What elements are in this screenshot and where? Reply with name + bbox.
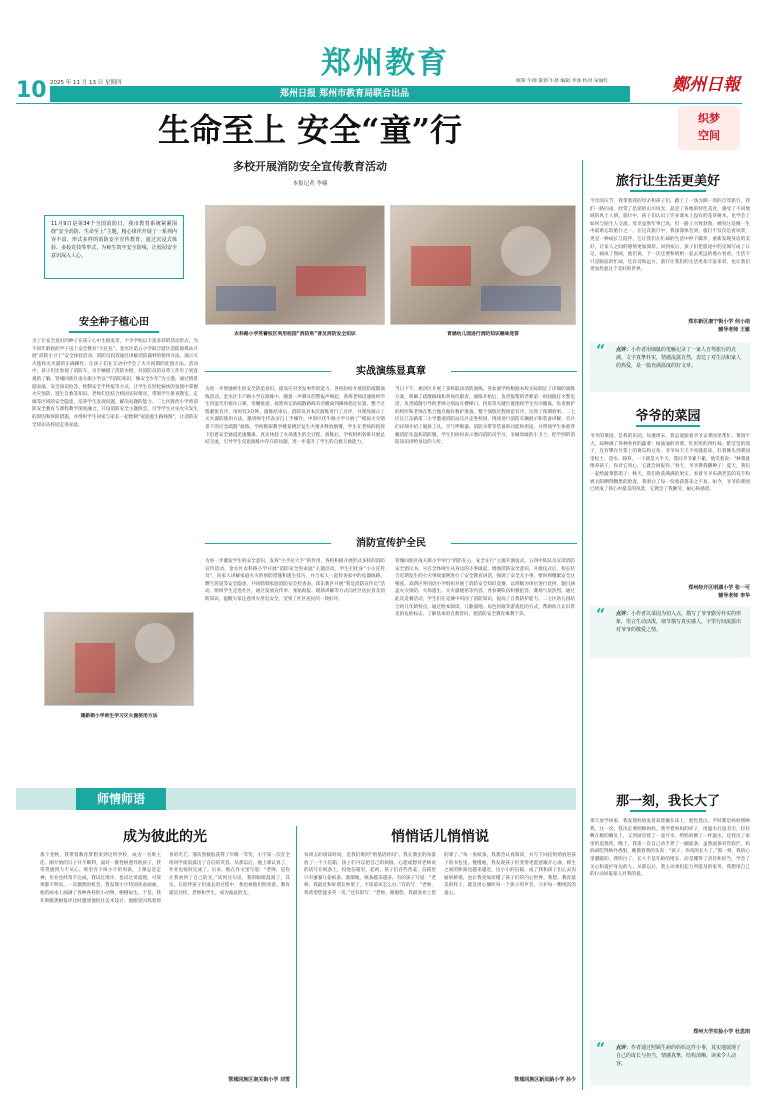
story2-comment-label: 点评： [616, 611, 632, 617]
bottom-story1-byline: 管城回族区南关街小学 刘雪 [228, 1077, 290, 1083]
column-tag-line2: 空间 [698, 129, 720, 142]
quote-icon: “ [596, 606, 606, 624]
main-headline: 生命至上 安全“童”行 [158, 111, 462, 149]
section2-heading [205, 364, 577, 380]
section1-title: 安全种子植心田 [79, 317, 149, 328]
story2-comment [590, 606, 750, 658]
bottom-story1-body: 那个金秋，我带着教育梦想来到这所学校，成为一名班主任。刚开始的日子并不顺利，面对一群性格迥异的孩子，我常常感到力不从心。班里有个叫小宇的男孩，上课总是走神，作业也经常不完成。我试过批评，也试过讲道理，可效果都不明显。一次偶然的机会，我发现小宇特别喜欢画画，他的画本上画满了各种各样的小动物，栩栩如生。于是，我在班级黑板报评比时邀请他担任美术设计，他眼里闪烁着惊喜的光芒。那次黑板报获得了年级一等奖，小宇第一次在全班同学面前露出了自信的笑容。从那以后，他上课认真了，作业也按时完成了。后来，他在作文里写道：“老师，是你让我看到了自己的光。”读到这句话，我的眼眶湿润了。其实，在陪伴孩子们成长的过程中，我也被他们照亮着。教育就是这样，老师和学生，成为彼此的光。 [40, 853, 290, 904]
bottom-story1-title: 成为彼此的光 [123, 829, 207, 845]
section2-body-col1: 为进一步增强师生的安全防范意识，提高应对突发事件的能力，各校纷纷开展消防疏散演练活动。金水区丰产路小学在演练中，随着一声刺耳的警报声响起，各班老师迅速组织学生用湿毛巾捂住口鼻，弯腰低姿，按照预定的疏散路线有序撤离到操场指定位置。整个过程紧张有序，用时仅3分钟。演练结束后，消防员对本次演练进行了点评，并现场演示了灭火器的使用方法，邀请师生代表亲自上手操作。中原区伏牛路小学开展了“模拟火灾情景下的应急疏散”演练，学校模拟教学楼某楼层发生火情并释放烟雾，学生在老师的指挥下沿着安全通道迅速撤离，真实体验了火场逃生的全过程。演练后，学校组织各班开展总结交流，引导学生反思演练中存在的问题，进一步提升了学生的自救互救能力。 [205, 387, 385, 446]
section3-body-col1: 为进一步激发学生的安全意识，发挥“小手拉大手”的作用，各校积极开展形式多样的消防宣传活动。金水区农科路小学开展“消防安全进家庭”主题活动，学生们化身“小小宣传员”，向家人讲解家庭火灾的预防措施和逃生技巧，并与家人一起检查家中的电器线路、燃气管道等安全隐患，共同绘制家庭消防安全检查表。郑东新区开展“我是消防宣传员”活动，组织学生走进社区，通过发放宣传单、张贴海报、现场讲解等方式向社区居民普及消防知识，提醒大家注意用火用电安全，受到了社区居民的一致好评。 [205, 559, 385, 602]
section-name: 郑州教育 [321, 46, 449, 81]
bottom-banner-label: 师情师语 [76, 788, 166, 810]
quote-icon: “ [596, 342, 606, 360]
issue-date: 2025 年 11 月 13 日 星期四 [50, 80, 122, 86]
story2-underline [636, 425, 700, 427]
photo-kindergarten-quiz [390, 205, 576, 325]
newspaper-logo: 鄭州日報 [672, 75, 740, 95]
page-number: 10 [16, 78, 47, 103]
bottom-divider [296, 826, 297, 1088]
story3-comment [590, 1040, 750, 1086]
section2-body-col2: 当日下午，惠济区开展了多校联动消防演练。各参演学校根据本校实际制定了详细的演练方案，明确了疏散路线和各岗位职责。演练开始后，负责报警的老师第一时间拨打火警电话，负责疏散引导的老师分别站在楼梯口、拐角等关键位置指挥学生有序撤离，负责救护的校医和老师在集合地点做好救护准备。整个演练过程规范有序，达到了预期效果。二七区长江东路第二小学邀请消防站官兵走进校园，现场进行消防车辆展示和装备讲解，官兵们详细介绍了破拆工具、空气呼吸器、消防水带等装备的功能和用途，并带领学生体验穿戴消防头盔和消防服，学生们纷纷表示要向消防员学习，争做勇敢的小卫士，把学到的消防知识讲给身边的人听。 [395, 387, 575, 446]
editor-bar: 郑州日报 郑州市教育局联合出品 [50, 86, 630, 102]
bottom-story2-byline: 管城回族区新民路小学 孙少 [514, 1077, 576, 1083]
story3-underline [630, 810, 706, 812]
story3-comment-text: 作者通过照顾生病的妈妈这件小事，真实地展现了自己的成长与担当，情感真挚，结构清晰，读来令人动容。 [616, 1045, 742, 1067]
bottom-banner [16, 788, 576, 810]
bottom-story2-body: 每周五的晨读时间，是我们班的“悄悄话时间”。我在教室的角落放了一个小信箱，孩子们可以把自己的烦恼、心愿或想对老师说的话写在纸条上，投进信箱里。起初，孩子们有些害羞，信箱里只有寥寥几张纸条。渐渐地，纸条越来越多。有的孩子写道：“老师，我最近和好朋友吵架了，不知道该怎么办。”有的写：“老师，我希望您能多笑一笑。”还有的写：“老师，谢谢您，我最喜欢上您的课了。”每一张纸条，我都会认真阅读，并写下回信悄悄放进孩子的书包里。慢慢地，我发现孩子们变得更愿意敞开心扉，师生之间的距离也越来越近。这小小的信箱，成了我和孩子们心灵沟通的桥梁，也让我更加读懂了孩子们的内心世界。我想，教育最美的样子，就是用心倾听每一个孩子的声音，守护每一颗纯真的童心。 [304, 853, 576, 896]
right-column-divider [582, 160, 583, 1090]
story1-comment-label: 点评： [616, 347, 632, 353]
reporter: 本报记者 李楠 [292, 181, 328, 187]
story2-byline: 郑州经开区明湖小学 张一可 辅导老师 李华 [688, 585, 750, 599]
story2-body: 爷爷的菜园，是我的乐园。每逢周末，我总爱跟着爷爷去菜园里帮忙。菜园不大，却种满了各种各样的蔬菜：绿油油的青菜、红彤彤的西红柿、紫莹莹的茄子，还有攀在竹架上的黄瓜和豆角。爷爷每天天不亮就起床，扛着锄头到菜园里松土、浇水、除草，一干就是大半天。我问爷爷累不累，他笑着说：“种菜就像养孩子，你对它用心，它就会回报你。”春天，爷爷教我撒种子；夏天，我们一起给蔬菜搭架子；秋天，我们收获满满的果实。看着爷爷布满老茧的双手和被太阳晒得黝黑的脸庞，我明白了每一份收获都来之不易。如今，爷爷的菜园已经成了我心中最美的风景，它教会了我勤劳、耐心和感恩。 [590, 434, 750, 493]
bottom-story2-title: 悄悄话儿悄悄说 [391, 829, 489, 845]
photo-extinguisher-training [44, 612, 194, 706]
photo3-caption: 建新街小学师生学习灭火器使用方法 [80, 714, 158, 719]
story1-comment [590, 342, 750, 392]
story1-body: 今年国庆节，我带着我的母亲和孩子们，踏上了一场为期一周的自驾旅行。我们一路向南，欣赏了沿途的山川风光，品尝了各地的特色美食，感受了不同地域的风土人情。旅行中，孩子们认识了许多课本上没有的花草树木，也学会了如何与陌生人交流。母亲虽然年事已高，但一路上兴致勃勃，她说这是她一生中最难忘的旅行之一。在这次旅行中，我深深体会到，旅行不仅仅是看风景，更是一种成长与陪伴。它让我们在忙碌的生活中停下脚步，重新发现身边的美好，让家人之间的感情更加深厚。回到家后，孩子们把旅途中的见闻写成了日记，画成了图画，他们说，下一次还要和奶奶一起去更远的地方看看。生活不只是眼前的忙碌，还有诗和远方，旅行让我们的生活更加丰富多彩，也让我们更加热爱这个美好的世界。 [590, 199, 750, 273]
section3-body-col2: 管城回族区南关街小学举行“消防在心，安全在行”主题升旗仪式，五四中队队员宣读消防安全倡议书，号召全体师生从身边的小事做起，增强消防安全意识。升旗仪式后，校长结合近期发生的火灾事故案例进行了安全教育讲话，强调了安全无小事，要时刻绷紧安全这根弦。高新区外国语小学组织开展了消防安全知识竞赛，以班级为单位进行比拼，题目涵盖火灾预防、火场逃生、灭火器使用等内容，各参赛队伍积极抢答，赛场气氛热烈。通过此次竞赛活动，学生们在竞赛中巩固了消防知识，提高了自我防护能力。二七区幼儿园结合幼儿年龄特点，通过绘本阅读、儿歌演唱、角色扮演等游戏化的方式，帮助幼儿认识常见的危险标志，了解基本的自救常识，使消防安全教育寓教于乐。 [395, 559, 575, 618]
section3-title: 消防宣传护全民 [331, 536, 451, 551]
story1-byline: 郑东新区康宁街小学 何小雨 辅导老师 王敏 [688, 319, 750, 333]
lead-box [44, 215, 184, 279]
story3-title: 那一刻，我长大了 [615, 794, 720, 809]
photo2-caption: 育涵幼儿园进行消防知识趣味竞答 [447, 332, 519, 337]
quote-icon: “ [596, 1040, 606, 1058]
photo-fire-corner [205, 205, 385, 325]
masthead-rule [16, 103, 742, 104]
story3-comment-label: 点评： [616, 1045, 632, 1051]
section2-title: 实战演练显真章 [331, 364, 451, 379]
section1-underline [69, 331, 159, 333]
story1-title: 旅行让生活更美好 [615, 174, 720, 189]
story2-comment-text: 小作者以菜园为切入点，描写了爷爷勤劳朴实的形象，语言生动活泼，细节描写真实感人，字里行间流露出对爷爷的敬爱之情。 [616, 611, 742, 633]
lead-text: 11月9日是第34个全国消防日，我市教育系统紧紧围绕“安全消防、生命至上”主题，精心组织开展了一系列内容丰富、形式多样的消防安全宣传教育，通过沉浸式体验、多校竞技等形式，为师生筑牢安全防线，让校园安全意识深入人心。 [51, 221, 177, 259]
staff-line: 统筹 牛帅 策划 牛晨 编辑 李睿 校对 宋丽红 [516, 79, 609, 84]
story3-body: 那天放学回家，我发现妈妈发着高烧躺在床上，脸色苍白。平时都是妈妈照顾我，这一次，我决定要照顾妈妈。我学着妈妈的样子，用温水打湿毛巾，轻轻敷在她的额头上，又到厨房烧了一壶开水，给妈妈倒了一杯温水，还找出了家里的退烧药。晚上，我第一次自己动手煮了一碗面条，虽然面条有些软烂，妈妈却吃得格外香甜。她摸着我的头说：“孩子，你真的长大了。”那一刻，我的心里暖暖的。我明白了，长大不是年龄的增长，而是懂得了责任和担当，学会了关心和爱护身边的人。从那以后，我主动承担起力所能及的家务，我想用自己的行动回报家人对我的爱。 [590, 819, 750, 878]
section1-heading [44, 316, 184, 333]
photo1-caption: 农科路小学英蓄校区利用校园“消防角”普及消防安全知识 [234, 332, 356, 337]
section3-heading [205, 536, 577, 552]
story3-byline: 郑州大学实验小学 杜思雨 [693, 1029, 750, 1035]
main-subheadline: 多校开展消防安全宣传教育活动 [233, 160, 387, 173]
column-tag-line1: 织梦 [698, 112, 720, 125]
story2-title: 爷爷的菜园 [635, 409, 701, 424]
column-tag [678, 106, 740, 150]
story1-comment-text: 小作者用细腻的笔触记录了一家人自驾旅行的点滴，文字真挚朴实，情感流露自然，表达了对生活和家人的热爱，是一篇充满温度的好文章。 [616, 347, 742, 369]
section1-body: 为了让安全意识的种子在孩子心中生根发芽，不少学校以丰富多彩的活动形式，为不同年龄段的学子送上安全教育“大礼包”。金水区第五小学联合辖区消防救援站开展“消防小卫士”安全体验活动，消防员叔叔通过讲解消防器材的使用方法、演示灭火毯和灭火器的正确操作，让孩子们在互动中学会了火灾初期的处置方法。活动中，孩子们还参观了消防车，亲手触摸了消防水枪，对消防员的日常工作有了更直观的了解。管城回族区南关街小学以“学消防知识，做安全少年”为主题，通过情景剧表演、安全知识抢答、绘制安全手抄报等方式，让学生在轻松愉快的氛围中掌握火灾预防、逃生自救等知识。老师们还结合校园实际情况，带领学生排查教室、走廊等区域的安全隐患，培养学生发现问题、解决问题的能力。二七区陇西小学将消防安全教育与课程教学深度融合，开设消防安全主题班会，引导学生讨论火灾发生的原因和预防措施，并组织学生回家与家长一起绘制“家庭逃生路线图”，让消防安全知识从校园走进家庭。 [32, 339, 198, 428]
story1-underline [630, 190, 706, 192]
